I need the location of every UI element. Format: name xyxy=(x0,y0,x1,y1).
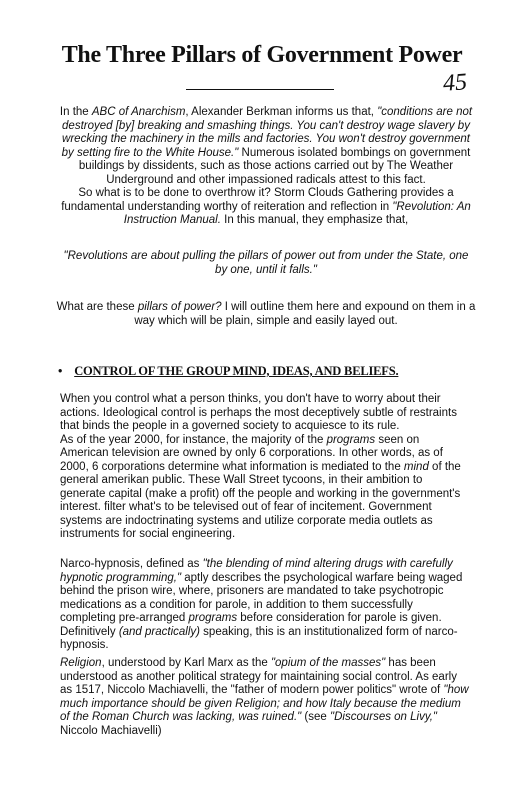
paragraph-text: (see xyxy=(301,711,330,723)
intro-text: Numerous isolated bombings on government buildings by dissidents, such as those actions carried out by The Weather Underground and other impassioned radicals attest to this fact. xyxy=(78,146,471,186)
paragraph-text: speaking, this is an institutionalized form of narco-hypnosis. xyxy=(60,625,458,651)
question-paragraph xyxy=(56,301,476,328)
emphasis-programs: programs xyxy=(188,612,238,624)
paragraph-text: Narco-hypnosis, defined as xyxy=(60,558,203,570)
paragraph-text: before consideration for parole is given. Definitively xyxy=(60,612,442,638)
intro-text: So what is to be done to overthrow it? Storm Clouds Gathering provides a fundamental understanding worthy of reiteration and reflection in xyxy=(61,187,454,213)
paragraph-text: seen on American television are owned by only 6 corporations. In other words, as of 2000, 6 corporations determine what information is mediated to the xyxy=(60,433,443,473)
intro-paragraph xyxy=(56,106,476,228)
question-text: I will outline them here and expound on them in a way which will be plain, simple and easily layed out. xyxy=(134,301,476,327)
berkman-quote: "conditions are not destroyed [by] breaking and smashing things. You can't destroy wage slavery by wrecking the machinery in the mills and factories. You won't destroy government by setting fire to the White House." xyxy=(61,106,473,159)
paragraph-text: , understood by Karl Marx as the xyxy=(101,657,271,669)
pillars-quote: "Revolutions are about pulling the pillars of power out from under the State, one by one, until it falls." xyxy=(63,250,469,276)
paragraph-text: Niccolo Machiavelli) xyxy=(60,724,162,737)
paragraph-text: has been understood as another political strategy for maintaining social control. As early as 1517, Niccolo Machiavelli, the "father of modern power politics" wrote of xyxy=(60,657,457,696)
question-text: What are these xyxy=(56,301,138,313)
section-heading-text: CONTROL OF THE GROUP MIND, IDEAS, AND BELIEFS. xyxy=(74,364,399,378)
emphasis-practically: (and practically) xyxy=(118,625,200,638)
intro-text: In the xyxy=(59,106,92,118)
bullet-icon: • xyxy=(58,364,63,378)
emphasis-mind: mind xyxy=(403,460,429,473)
intro-text: In this manual, they emphasize that, xyxy=(220,214,409,226)
section-heading xyxy=(58,364,398,379)
paragraph-text: When you control what a person thinks, you don't have to worry about their actions. Ideological control is perhaps the most deceptively subtle of restraints that binds the people in a governed society to acquiesce to its rule. xyxy=(60,393,457,432)
manual-title: "Revolution: An Instruction Manual. xyxy=(123,200,471,226)
paragraph-text: As of the year 2000, for instance, the majority of the xyxy=(60,433,327,446)
emphasis-programs: programs xyxy=(326,433,376,446)
paragraph-ideological-control xyxy=(60,393,470,542)
pillars-term: pillars of power? xyxy=(137,301,222,313)
paragraph-text: of the general amerikan public. These Wall Street tycoons, in their ambition to generate capital (make a profit) off the people and working in the government's interest. filter what's to be televised out of fear of incitement. Government systems are indoctrinating systems and utilize corporate media outlets as instruments for social engineering. xyxy=(60,460,461,540)
discourses-title: "Discourses on Livy," xyxy=(330,711,438,723)
definition-quote: "the blending of mind altering drugs with carefully hypnotic programming," xyxy=(60,558,453,584)
marx-quote: "opium of the masses" xyxy=(270,657,386,669)
title-underline xyxy=(186,89,334,90)
paragraph-religion xyxy=(60,657,470,738)
emphasis-religion: Religion xyxy=(60,657,102,669)
machiavelli-quote: "how much importance should be given Religion; and how Italy because the medium of the Roman Church was lacking, was ruined." xyxy=(60,684,469,723)
page-title: The Three Pillars of Government Power xyxy=(61,42,463,68)
paragraph-narco-hypnosis xyxy=(60,558,470,653)
paragraph-text: aptly describes the psychological warfare being waged behind the prison wire, where, prisoners are mandated to take psychotropic medications as a condition for parole, in addition to them successfully completing pre-arranged xyxy=(60,571,463,624)
intro-text: , Alexander Berkman informs us that, xyxy=(185,106,378,118)
book-title: ABC of Anarchism xyxy=(91,106,186,118)
handwritten-page-number: 45 xyxy=(442,69,468,97)
